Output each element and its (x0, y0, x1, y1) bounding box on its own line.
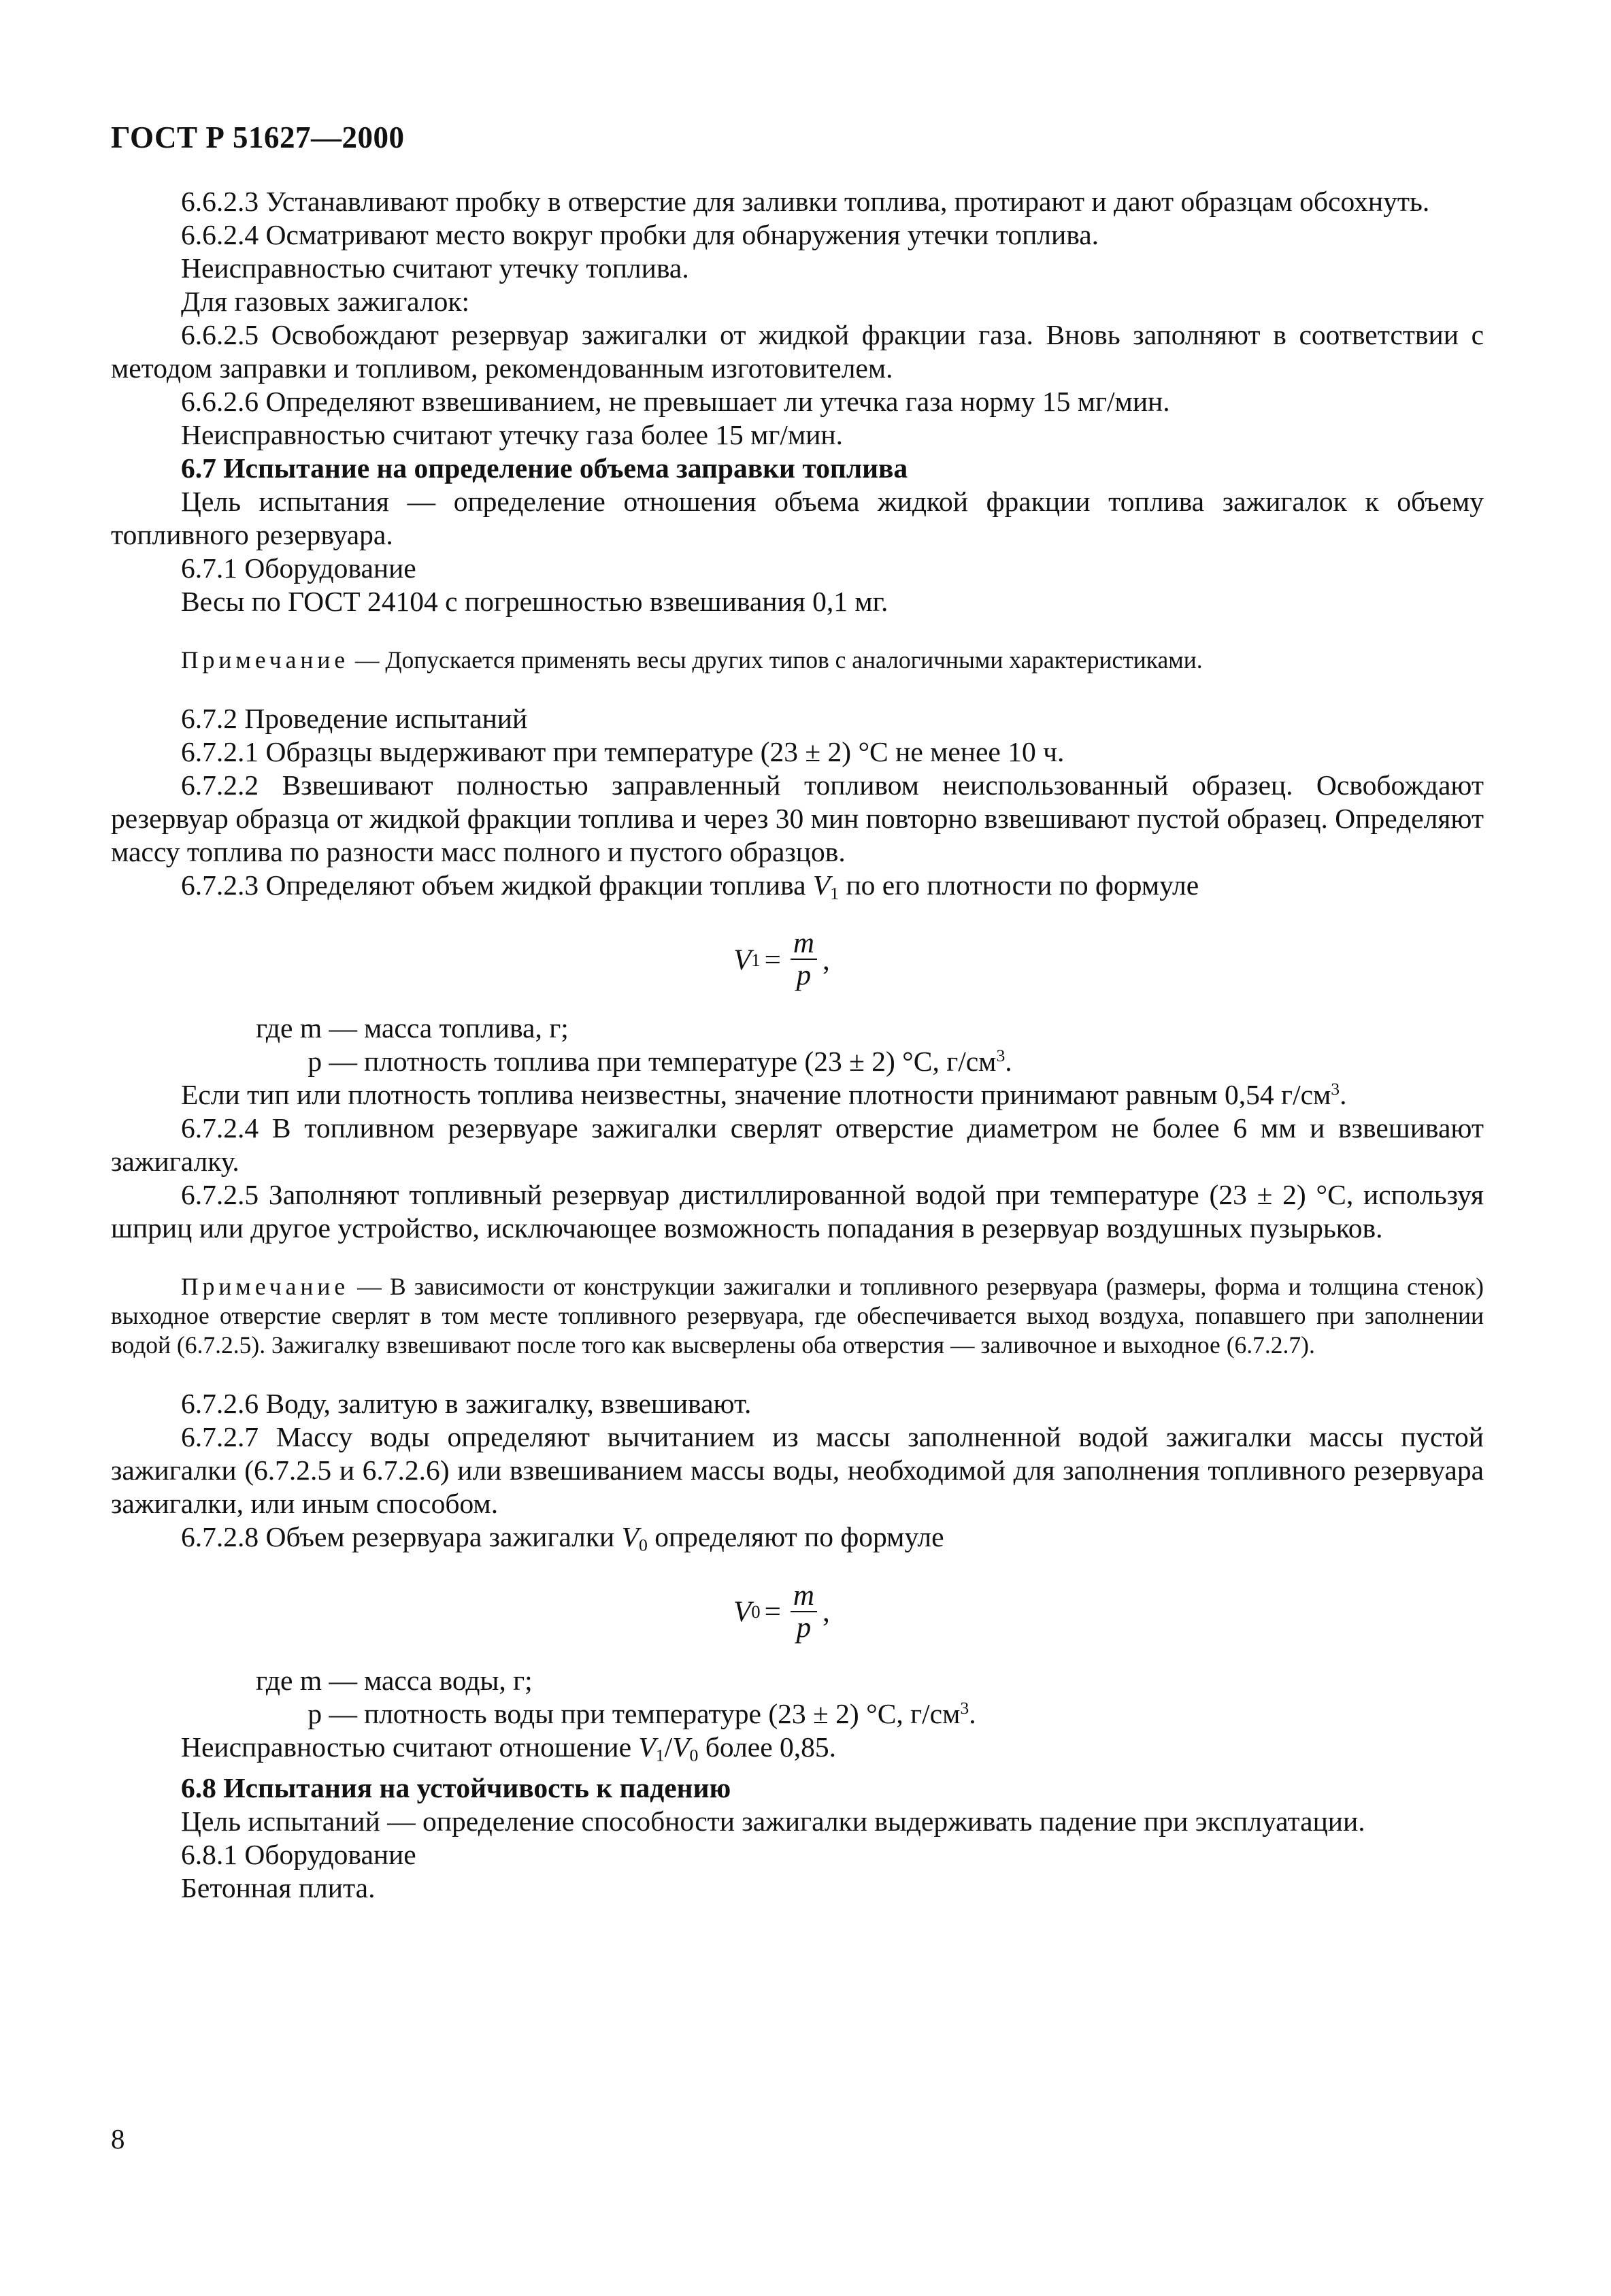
paragraph-6-6-2-4: 6.6.2.4 Осматривают место вокруг пробки для обнаружения утечки топлива. (181, 219, 1099, 250)
section-heading-6-8: 6.8 Испытания на устойчивость к падению (181, 1772, 731, 1804)
note-label: Примечание (181, 646, 350, 673)
paragraph-6-8-1: 6.8.1 Оборудование (181, 1839, 416, 1871)
note-text: — В зависимости от конструкции зажигалки и топливного резервуара (размеры, форма и толщина стенок) выходное отверстие сверлят в том месте топливного резервуара, где обеспечивается выход воздуха, попавшего при заполнении водой (6.7.2.5). Зажигалку взвешивают после того как высверлены оба отверстия — заливочное и выходное (6.7.2.7). (111, 1273, 1484, 1359)
legend-m-water: где m — масса воды, г; (255, 1664, 533, 1696)
legend-m-fuel: где m — масса топлива, г; (255, 1012, 569, 1044)
paragraph-gas-lighters: Для газовых зажигалок: (181, 286, 470, 317)
formula-v1: V 1 = $\frac{m}{p}$ , (733, 927, 830, 992)
paragraph-6-7-2-4: 6.7.2.4 В топливном резервуаре зажигалки сверлят отверстие диаметром не более 6 мм и взвешивают зажигалку. (111, 1112, 1484, 1178)
formula-v0: V 0 = $\frac{m}{p}$ , (733, 1579, 830, 1644)
paragraph-6-8-goal: Цель испытаний — определение способности зажигалки выдерживать падение при эксплуатации. (181, 1806, 1365, 1837)
paragraph-fault-fuel: Неисправностью считают утечку топлива. (181, 252, 689, 284)
paragraph-6-6-2-5: 6.6.2.5 Освобождают резервуар зажигалки от жидкой фракции газа. Вновь заполняют в соответствии с методом заправки и топливом, рекомендованным изготовителем. (111, 319, 1484, 384)
paragraph-6-7-2-6: 6.7.2.6 Воду, залитую в зажигалку, взвешивают. (181, 1388, 752, 1420)
section-heading-6-7: 6.7 Испытание на определение объема заправки топлива (181, 452, 908, 484)
paragraph-concrete: Бетонная плита. (181, 1872, 376, 1904)
paragraph-6-7-2-1: 6.7.2.1 Образцы выдерживают при температуре (23 ± 2) °С не менее 10 ч. (181, 736, 1065, 767)
page-number: 8 (111, 2123, 125, 2154)
note-1 (111, 646, 1484, 675)
legend-p-water: p — плотность воды при температуре (23 ± 2) °С, $г/см^3$. (308, 1697, 976, 1729)
paragraph-default-density: Если тип или плотность топлива неизвестны, значение плотности принимают равным 0,54 $г/см^3$. (181, 1079, 1347, 1111)
paragraph-6-7-2-2: 6.7.2.2 Взвешивают полностью заправленный топливом неиспользованный образец. Освобождают резервуар образца от жидкой фракции топлива и через 30 мин повторно взвешивают пустой образец. Определяют массу топлива по разности масс полного и пустого образцов. (111, 769, 1484, 867)
paragraph-6-7-1: 6.7.1 Оборудование (181, 552, 416, 584)
paragraph-6-7-2-3: 6.7.2.3 Определяют объем жидкой фракции топлива $V_1$ по его плотности по формуле (181, 869, 1199, 903)
note-label: Примечание (181, 1273, 350, 1301)
document-body (111, 185, 1484, 1905)
paragraph-scales: Весы по ГОСТ 24104 с погрешностью взвешивания 0,1 мг. (181, 586, 888, 617)
paragraph-6-7-2-5: 6.7.2.5 Заполняют топливный резервуар дистиллированной водой при температуре (23 ± 2) °С, используя шприц или другое устройство, исключающее возможность попадания в резервуар воздушных пузырьков. (111, 1179, 1484, 1244)
note-2 (111, 1272, 1484, 1360)
paragraph-6-6-2-3: 6.6.2.3 Устанавливают пробку в отверстие для заливки топлива, протирают и дают образцам обсохнуть. (181, 186, 1430, 217)
note-text: — Допускается применять весы других типов с аналогичными характеристиками. (349, 646, 1203, 673)
paragraph-6-7-goal: Цель испытания — определение отношения объема жидкой фракции топлива зажигалок к объему топливного резервуара. (111, 486, 1484, 550)
document-header: ГОСТ Р 51627—2000 (111, 120, 405, 154)
paragraph-6-7-2-7: 6.7.2.7 Массу воды определяют вычитанием из массы заполненной водой зажигалки массы пустой зажигалки (6.7.2.5 и 6.7.2.6) или взвешиванием массы воды, необходимой для заполнения топливного резервуара зажигалки, или иным способом. (111, 1421, 1484, 1520)
paragraph-fault-gas: Неисправностью считают утечку газа более 15 мг/мин. (181, 419, 844, 450)
paragraph-6-7-2-8: 6.7.2.8 Объем резервуара зажигалки $V_0$ определяют по формуле (181, 1521, 944, 1555)
paragraph-ratio: Неисправностью считают отношение $V_1/V_0$ более 0,85. (181, 1731, 837, 1765)
legend-p-fuel: p — плотность топлива при температуре (23 ± 2) °С, $г/см^3$. (308, 1046, 1012, 1078)
paragraph-6-6-2-6: 6.6.2.6 Определяют взвешиванием, не превышает ли утечка газа норму 15 мг/мин. (181, 386, 1170, 417)
paragraph-6-7-2: 6.7.2 Проведение испытаний (181, 703, 528, 734)
